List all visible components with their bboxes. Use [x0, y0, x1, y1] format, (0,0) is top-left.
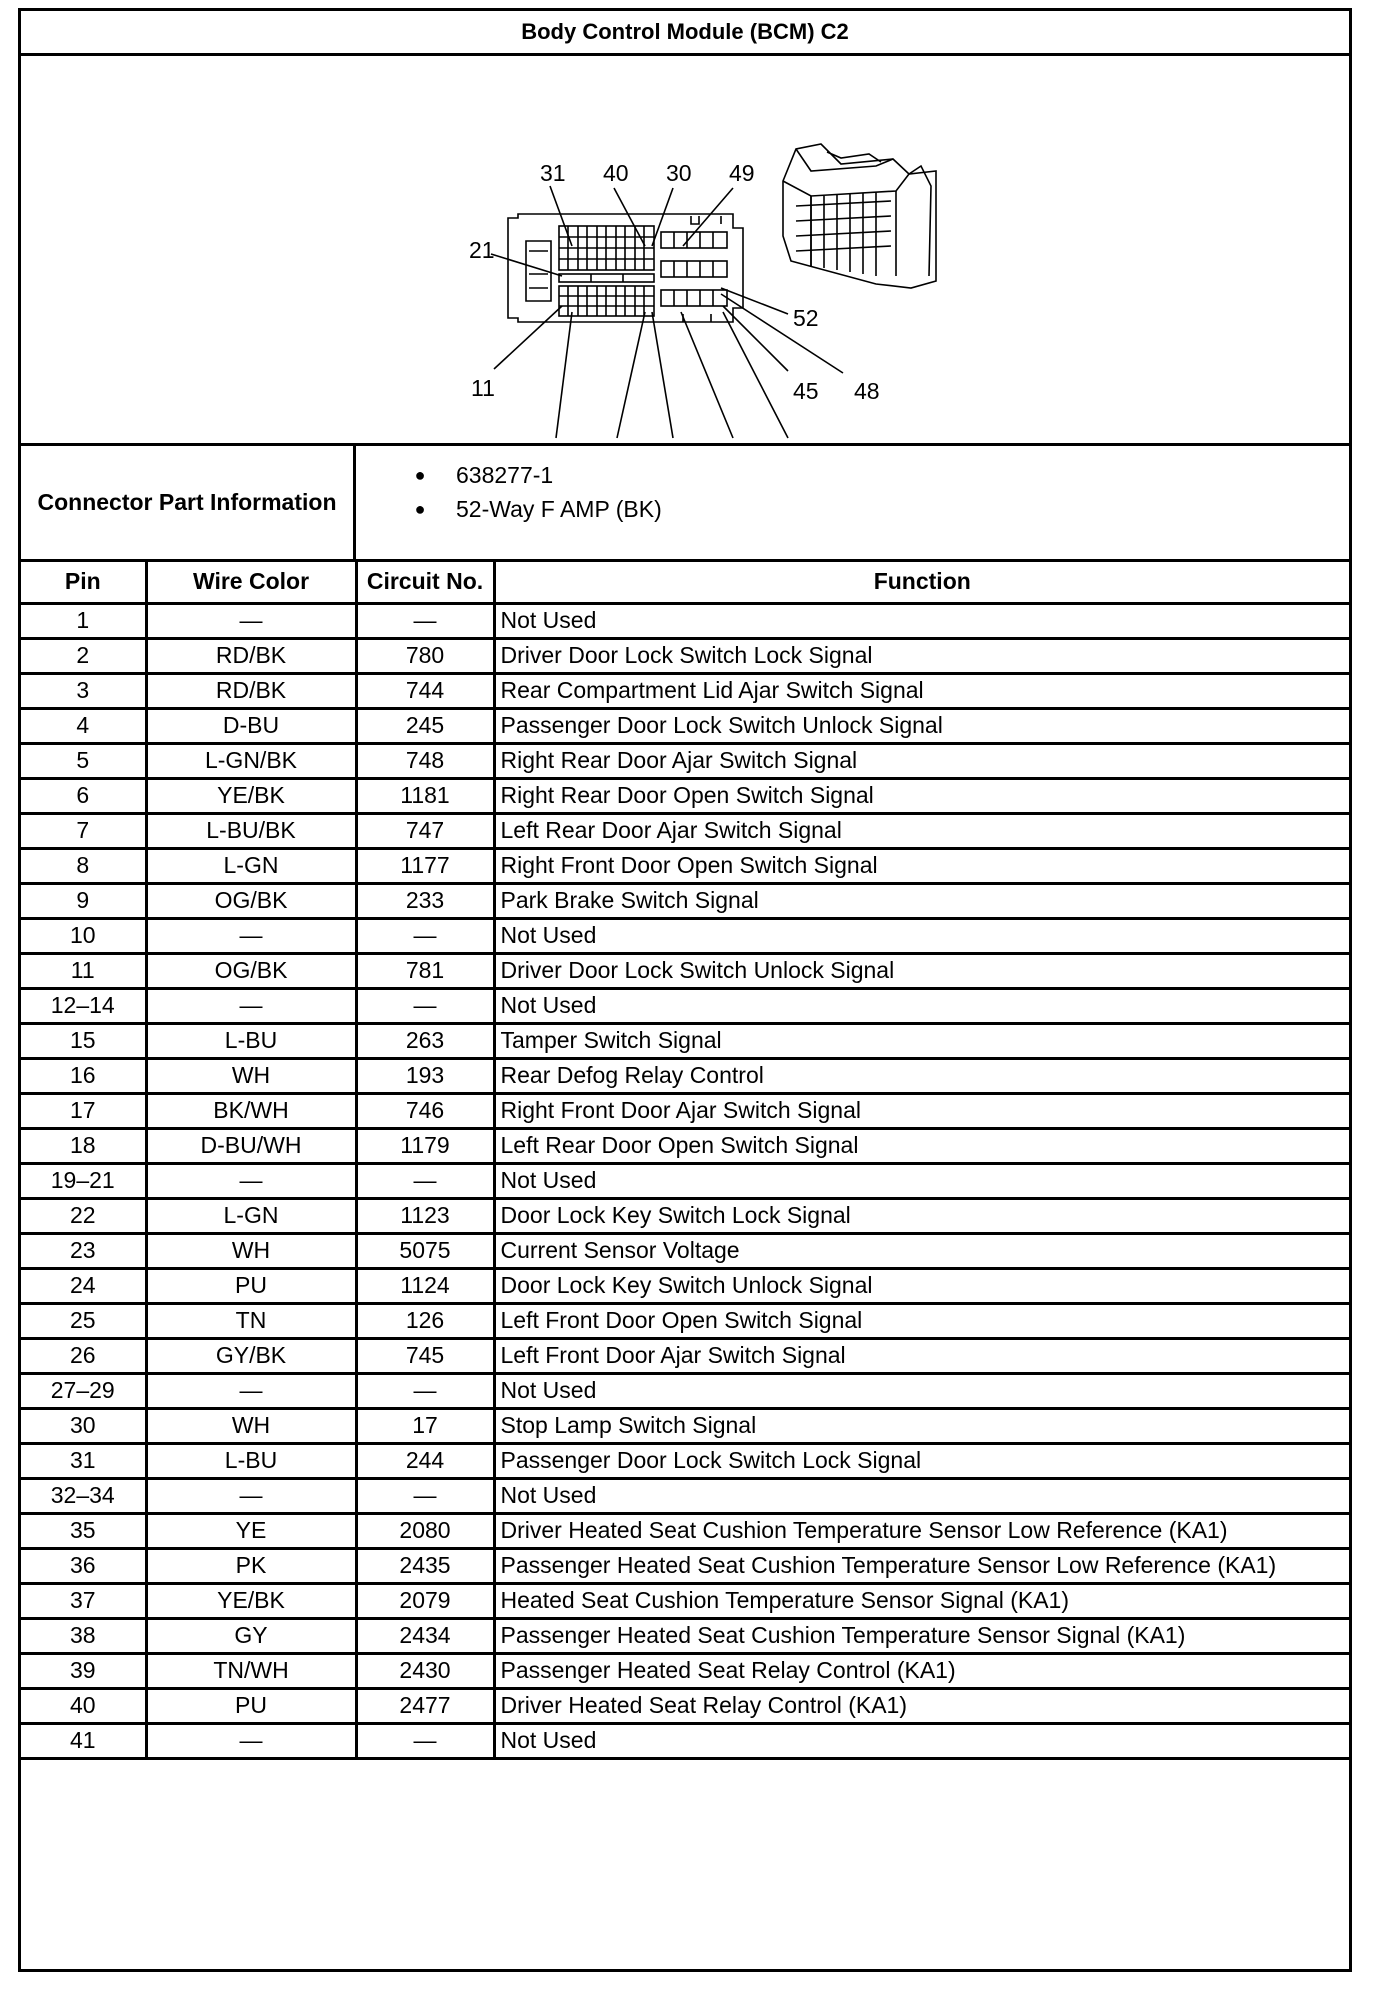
circuit-no-cell: 233 [356, 883, 494, 918]
table-row [21, 1548, 1349, 1583]
wire-color-cell: OG/BK [146, 883, 356, 918]
wire-color-cell: GY/BK [146, 1338, 356, 1373]
pin-cell: 3 [21, 673, 146, 708]
table-row [21, 1303, 1349, 1338]
header-wire-color: Wire Color [146, 562, 356, 603]
table-row [21, 1338, 1349, 1373]
circuit-no-cell: 747 [356, 813, 494, 848]
wire-color-cell: D-BU [146, 708, 356, 743]
table-row [21, 778, 1349, 813]
circuit-no-cell: 2435 [356, 1548, 494, 1583]
function-cell: Right Front Door Open Switch Signal [494, 848, 1349, 883]
pin-cell: 12–14 [21, 988, 146, 1023]
pin-label-45: 45 [793, 378, 819, 404]
table-row [21, 1618, 1349, 1653]
bullet-icon: ● [414, 499, 426, 519]
circuit-no-cell: 780 [356, 638, 494, 673]
pin-cell: 40 [21, 1688, 146, 1723]
pin-label-11: 11 [471, 375, 495, 401]
table-row [21, 883, 1349, 918]
wire-color-cell: D-BU/WH [146, 1128, 356, 1163]
function-cell: Door Lock Key Switch Unlock Signal [494, 1268, 1349, 1303]
circuit-no-cell: 126 [356, 1303, 494, 1338]
wire-color-cell: BK/WH [146, 1093, 356, 1128]
function-cell: Not Used [494, 1373, 1349, 1408]
table-row [21, 638, 1349, 673]
function-cell: Driver Door Lock Switch Lock Signal [494, 638, 1349, 673]
wire-color-cell: WH [146, 1058, 356, 1093]
circuit-no-cell: — [356, 1478, 494, 1513]
part-info-label: Connector Part Information [21, 446, 356, 559]
function-cell: Driver Heated Seat Cushion Temperature Sensor Low Reference (KA1) [494, 1513, 1349, 1548]
table-row [21, 848, 1349, 883]
function-cell: Driver Door Lock Switch Unlock Signal [494, 953, 1349, 988]
pin-cell: 32–34 [21, 1478, 146, 1513]
pin-cell: 8 [21, 848, 146, 883]
pin-cell: 22 [21, 1198, 146, 1233]
function-cell: Not Used [494, 988, 1349, 1023]
function-cell: Stop Lamp Switch Signal [494, 1408, 1349, 1443]
pin-cell: 4 [21, 708, 146, 743]
pin-cell: 15 [21, 1023, 146, 1058]
table-row [21, 743, 1349, 778]
wire-color-cell: TN/WH [146, 1653, 356, 1688]
connector-drawing [21, 56, 1349, 446]
table-row [21, 988, 1349, 1023]
circuit-no-cell: — [356, 918, 494, 953]
table-row [21, 1023, 1349, 1058]
table-row [21, 1443, 1349, 1478]
pin-cell: 18 [21, 1128, 146, 1163]
pin-cell: 30 [21, 1408, 146, 1443]
circuit-no-cell: 1179 [356, 1128, 494, 1163]
function-cell: Right Rear Door Ajar Switch Signal [494, 743, 1349, 778]
circuit-no-cell: — [356, 1373, 494, 1408]
part-info-item: ● 52-Way F AMP (BK) [356, 492, 662, 526]
circuit-no-cell: — [356, 988, 494, 1023]
pin-cell: 6 [21, 778, 146, 813]
wire-color-cell: L-GN [146, 1198, 356, 1233]
wire-color-cell: — [146, 1163, 356, 1198]
function-cell: Door Lock Key Switch Lock Signal [494, 1198, 1349, 1233]
function-cell: Rear Compartment Lid Ajar Switch Signal [494, 673, 1349, 708]
table-row [21, 1653, 1349, 1688]
function-cell: Not Used [494, 1723, 1349, 1758]
function-cell: Left Front Door Ajar Switch Signal [494, 1338, 1349, 1373]
table-row [21, 1058, 1349, 1093]
wire-color-cell: — [146, 1373, 356, 1408]
function-cell: Right Rear Door Open Switch Signal [494, 778, 1349, 813]
pin-label-30: 30 [666, 160, 692, 186]
pin-cell: 37 [21, 1583, 146, 1618]
table-row [21, 1233, 1349, 1268]
wire-color-cell: RD/BK [146, 673, 356, 708]
pin-cell: 39 [21, 1653, 146, 1688]
circuit-no-cell: 745 [356, 1338, 494, 1373]
table-row [21, 673, 1349, 708]
function-cell: Passenger Heated Seat Cushion Temperature Sensor Signal (KA1) [494, 1618, 1349, 1653]
circuit-no-cell: 748 [356, 743, 494, 778]
table-row [21, 1513, 1349, 1548]
pin-cell: 5 [21, 743, 146, 778]
wire-color-cell: YE/BK [146, 778, 356, 813]
circuit-no-cell: 1123 [356, 1198, 494, 1233]
circuit-no-cell: 245 [356, 708, 494, 743]
function-cell: Driver Heated Seat Relay Control (KA1) [494, 1688, 1349, 1723]
wire-color-cell: — [146, 1478, 356, 1513]
circuit-no-cell: 1124 [356, 1268, 494, 1303]
wire-color-cell: L-GN [146, 848, 356, 883]
circuit-no-cell: 5075 [356, 1233, 494, 1268]
wire-color-cell: YE/BK [146, 1583, 356, 1618]
function-cell: Right Front Door Ajar Switch Signal [494, 1093, 1349, 1128]
table-row [21, 708, 1349, 743]
pin-cell: 36 [21, 1548, 146, 1583]
wire-color-cell: — [146, 988, 356, 1023]
pin-cell: 9 [21, 883, 146, 918]
header-pin: Pin [21, 562, 146, 603]
function-cell: Tamper Switch Signal [494, 1023, 1349, 1058]
wire-color-cell: PU [146, 1688, 356, 1723]
circuit-no-cell: — [356, 1163, 494, 1198]
function-cell: Heated Seat Cushion Temperature Sensor Signal (KA1) [494, 1583, 1349, 1618]
pin-label-49: 49 [729, 160, 755, 186]
table-row [21, 1268, 1349, 1303]
circuit-no-cell: 746 [356, 1093, 494, 1128]
table-header-row [21, 562, 1349, 603]
function-cell: Not Used [494, 1478, 1349, 1513]
table-row [21, 1688, 1349, 1723]
table-row [21, 1408, 1349, 1443]
pin-cell: 11 [21, 953, 146, 988]
table-row [21, 813, 1349, 848]
pin-cell: 16 [21, 1058, 146, 1093]
table-row [21, 953, 1349, 988]
wire-color-cell: PK [146, 1548, 356, 1583]
pin-label-52: 52 [793, 305, 819, 331]
function-cell: Not Used [494, 1163, 1349, 1198]
table-row [21, 1128, 1349, 1163]
circuit-no-cell: 1177 [356, 848, 494, 883]
wire-color-cell: YE [146, 1513, 356, 1548]
circuit-no-cell: — [356, 1723, 494, 1758]
wire-color-cell: — [146, 918, 356, 953]
wire-color-cell: WH [146, 1408, 356, 1443]
pin-cell: 41 [21, 1723, 146, 1758]
pin-cell: 25 [21, 1303, 146, 1338]
pinout-table-body [21, 603, 1349, 1758]
wire-color-cell: WH [146, 1233, 356, 1268]
function-cell: Rear Defog Relay Control [494, 1058, 1349, 1093]
circuit-no-cell: 2430 [356, 1653, 494, 1688]
wire-color-cell: PU [146, 1268, 356, 1303]
function-cell: Passenger Door Lock Switch Unlock Signal [494, 708, 1349, 743]
connector-part-info [21, 446, 1349, 562]
connector-sheet [18, 8, 1352, 1972]
table-row [21, 1373, 1349, 1408]
circuit-no-cell: — [356, 603, 494, 638]
circuit-no-cell: 2477 [356, 1688, 494, 1723]
circuit-no-cell: 2080 [356, 1513, 494, 1548]
pin-cell: 10 [21, 918, 146, 953]
circuit-no-cell: 2079 [356, 1583, 494, 1618]
bullet-icon: ● [414, 465, 426, 485]
header-circuit-no: Circuit No. [356, 562, 494, 603]
circuit-no-cell: 1181 [356, 778, 494, 813]
pin-label-48: 48 [854, 378, 880, 404]
circuit-no-cell: 781 [356, 953, 494, 988]
circuit-no-cell: 2434 [356, 1618, 494, 1653]
pin-cell: 23 [21, 1233, 146, 1268]
circuit-no-cell: 17 [356, 1408, 494, 1443]
header-function: Function [494, 562, 1349, 603]
pin-cell: 31 [21, 1443, 146, 1478]
function-cell: Current Sensor Voltage [494, 1233, 1349, 1268]
table-row [21, 1583, 1349, 1618]
table-row [21, 603, 1349, 638]
function-cell: Passenger Heated Seat Cushion Temperature Sensor Low Reference (KA1) [494, 1548, 1349, 1583]
wire-color-cell: TN [146, 1303, 356, 1338]
function-cell: Left Front Door Open Switch Signal [494, 1303, 1349, 1338]
wire-color-cell: L-BU [146, 1443, 356, 1478]
circuit-no-cell: 744 [356, 673, 494, 708]
pin-cell: 24 [21, 1268, 146, 1303]
pinout-table [21, 562, 1349, 1760]
pin-cell: 26 [21, 1338, 146, 1373]
function-cell: Not Used [494, 603, 1349, 638]
function-cell: Not Used [494, 918, 1349, 953]
wire-color-cell: OG/BK [146, 953, 356, 988]
wire-color-cell: RD/BK [146, 638, 356, 673]
pin-label-40: 40 [603, 160, 629, 186]
circuit-no-cell: 244 [356, 1443, 494, 1478]
circuit-no-cell: 193 [356, 1058, 494, 1093]
wire-color-cell: L-GN/BK [146, 743, 356, 778]
connector-diagram [21, 56, 1349, 446]
wire-color-cell: — [146, 603, 356, 638]
pin-cell: 17 [21, 1093, 146, 1128]
function-cell: Park Brake Switch Signal [494, 883, 1349, 918]
function-cell: Passenger Heated Seat Relay Control (KA1) [494, 1653, 1349, 1688]
circuit-no-cell: 263 [356, 1023, 494, 1058]
pin-label-21: 21 [469, 237, 495, 263]
wire-color-cell: — [146, 1723, 356, 1758]
page-title: Body Control Module (BCM) C2 [21, 11, 1349, 56]
wire-color-cell: L-BU/BK [146, 813, 356, 848]
pin-label-31: 31 [540, 160, 566, 186]
table-row [21, 1723, 1349, 1758]
pin-cell: 1 [21, 603, 146, 638]
function-cell: Left Rear Door Ajar Switch Signal [494, 813, 1349, 848]
table-row [21, 1478, 1349, 1513]
function-cell: Left Rear Door Open Switch Signal [494, 1128, 1349, 1163]
table-row [21, 1198, 1349, 1233]
pin-cell: 19–21 [21, 1163, 146, 1198]
part-info-list [356, 458, 662, 526]
table-row [21, 1163, 1349, 1198]
function-cell: Passenger Door Lock Switch Lock Signal [494, 1443, 1349, 1478]
table-row [21, 1093, 1349, 1128]
wire-color-cell: GY [146, 1618, 356, 1653]
table-row [21, 918, 1349, 953]
pin-cell: 7 [21, 813, 146, 848]
wire-color-cell: L-BU [146, 1023, 356, 1058]
pin-cell: 38 [21, 1618, 146, 1653]
part-info-item: ● 638277-1 [356, 458, 662, 492]
pin-cell: 35 [21, 1513, 146, 1548]
pin-cell: 27–29 [21, 1373, 146, 1408]
pin-cell: 2 [21, 638, 146, 673]
